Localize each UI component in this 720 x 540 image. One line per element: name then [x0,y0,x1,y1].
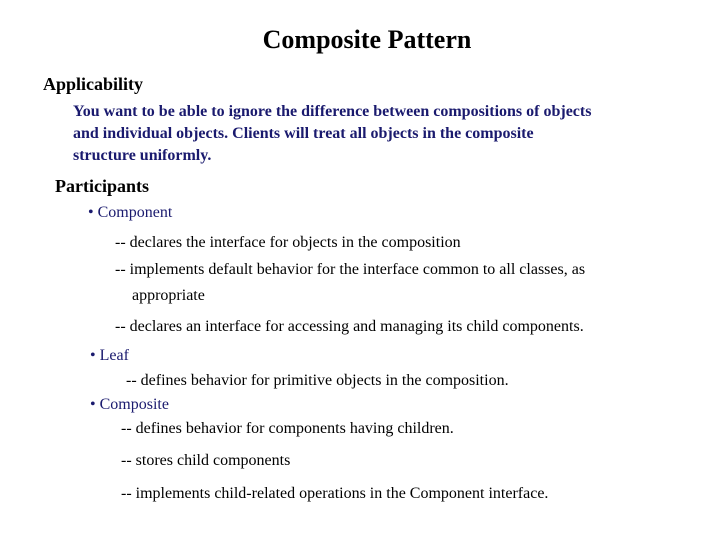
leaf-line-1: -- defines behavior for primitive objects in the composition. [126,372,509,389]
composite-label: • Composite [90,396,169,413]
component-line-2: -- implements default behavior for the interface common to all classes, as [115,261,586,278]
composite-line-3: -- implements child-related operations in the Component interface. [121,485,549,502]
applicability-heading: Applicability [43,74,144,94]
component-line-3: appropriate [132,287,205,304]
applicability-line-2: and individual objects. Clients will treat all objects in the composite [73,125,534,142]
page-title: Composite Pattern [262,25,472,54]
leaf-label: • Leaf [90,347,129,364]
component-line-1: -- declares the interface for objects in the composition [115,234,461,251]
applicability-line-3: structure uniformly. [73,147,212,164]
applicability-line-1: You want to be able to ignore the difference between compositions of objects [73,103,592,120]
component-label: • Component [88,204,173,221]
participants-heading: Participants [55,176,149,196]
composite-line-2: -- stores child components [121,452,291,469]
component-line-4: -- declares an interface for accessing and managing its child components. [115,318,584,335]
composite-line-1: -- defines behavior for components having children. [121,420,454,437]
